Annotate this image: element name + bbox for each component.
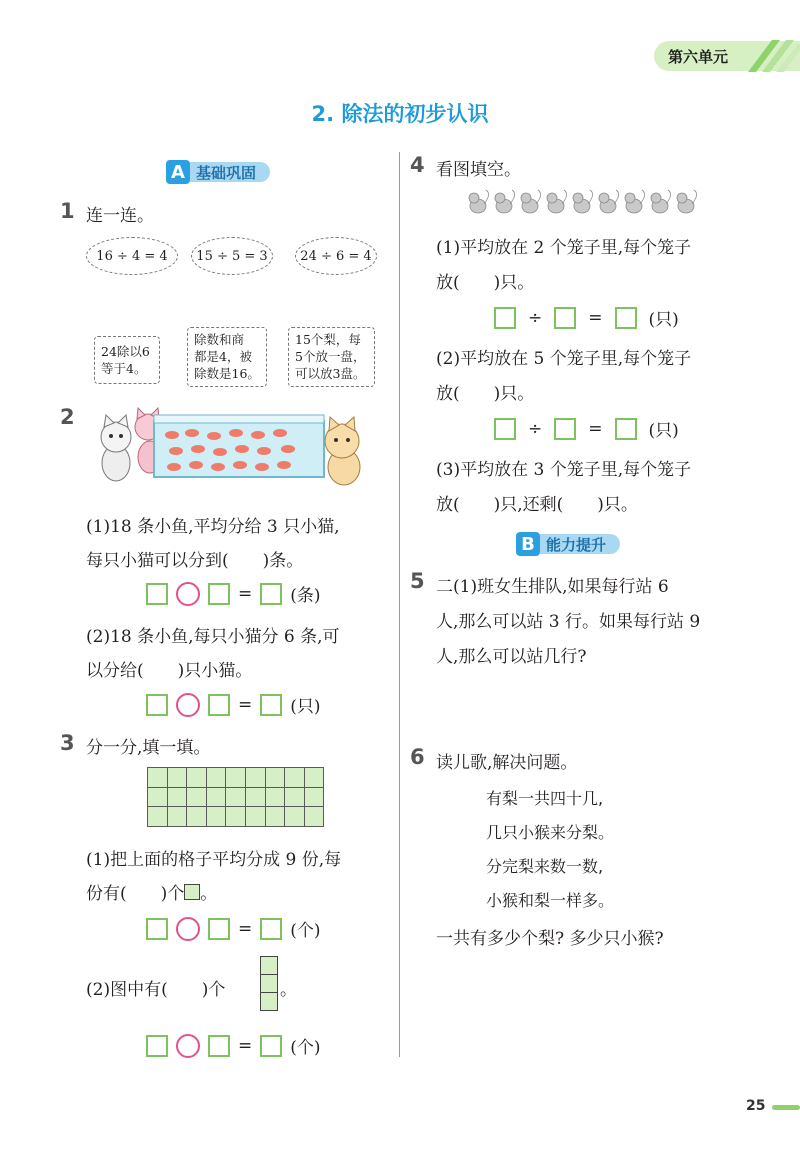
answer-box[interactable] bbox=[494, 418, 516, 440]
q2-part1-equation bbox=[146, 581, 321, 606]
cats-fish-tank-illustration bbox=[92, 405, 384, 495]
cat-icon bbox=[325, 417, 360, 485]
divide-sign: ÷ bbox=[528, 307, 543, 328]
q6-question: 一共有多少个梨? 多少只小猴? bbox=[436, 929, 664, 949]
q2-part1-line1: (1)18 条小鱼,平均分给 3 只小猫, bbox=[86, 517, 340, 537]
equation-oval: 16 ÷ 4 = 4 bbox=[86, 237, 178, 275]
answer-box[interactable] bbox=[554, 307, 576, 329]
section-a-letter: A bbox=[166, 160, 190, 184]
square-icon bbox=[184, 884, 200, 900]
answer-box[interactable] bbox=[208, 583, 230, 605]
q3-part2-period: 。 bbox=[280, 980, 297, 1000]
answer-box[interactable] bbox=[615, 307, 637, 329]
operator-circle[interactable] bbox=[176, 1034, 200, 1058]
q4-prompt: 看图填空。 bbox=[436, 160, 521, 180]
q4-part3-line2[interactable]: 放( )只,还剩( )只。 bbox=[436, 495, 638, 515]
statement-card: 24除以6 等于4。 bbox=[94, 336, 160, 384]
operator-circle[interactable] bbox=[176, 693, 200, 717]
poem-line: 分完梨来数一数, bbox=[486, 857, 604, 876]
page-bar bbox=[772, 1105, 800, 1110]
answer-box[interactable] bbox=[208, 918, 230, 940]
section-a-banner bbox=[166, 160, 270, 184]
section-b-label: 能力提升 bbox=[540, 534, 620, 554]
unit-label: (只) bbox=[648, 421, 679, 441]
q4-part1-equation bbox=[494, 305, 679, 330]
stripes-icon bbox=[738, 36, 800, 76]
answer-box[interactable] bbox=[260, 1035, 282, 1057]
section-b-banner bbox=[516, 532, 620, 556]
equals-sign: = bbox=[588, 418, 603, 439]
q5-line1: 二(1)班女生排队,如果每行站 6 bbox=[436, 577, 669, 597]
answer-box[interactable] bbox=[260, 694, 282, 716]
equals-sign: = bbox=[238, 1035, 253, 1056]
operator-circle[interactable] bbox=[176, 917, 200, 941]
answer-box[interactable] bbox=[146, 918, 168, 940]
poem-line: 几只小猴来分梨。 bbox=[486, 823, 615, 842]
unit-label: (只) bbox=[648, 310, 679, 330]
poem-line: 有梨一共四十几, bbox=[486, 789, 604, 808]
unit-label: 第六单元 bbox=[668, 48, 729, 66]
q3-part1-line1: (1)把上面的格子平均分成 9 份,每 bbox=[86, 850, 342, 870]
squares-grid bbox=[147, 767, 324, 827]
equals-sign: = bbox=[588, 307, 603, 328]
unit-label: (只) bbox=[290, 697, 321, 717]
q3-part1-line2[interactable] bbox=[86, 879, 217, 904]
unit-label: (个) bbox=[290, 1038, 321, 1058]
q5-line3: 人,那么可以站几行? bbox=[436, 647, 587, 667]
q5-line2: 人,那么可以站 3 行。如果每行站 9 bbox=[436, 612, 701, 632]
q3-part1-period: 。 bbox=[200, 884, 218, 904]
q4-part2-line1: (2)平均放在 5 个笼子里,每个笼子 bbox=[436, 349, 692, 369]
section-b-letter: B bbox=[516, 532, 540, 556]
q2-number: 2 bbox=[60, 405, 75, 429]
operator-circle[interactable] bbox=[176, 582, 200, 606]
divide-sign: ÷ bbox=[528, 418, 543, 439]
q6-prompt: 读儿歌,解决问题。 bbox=[436, 753, 578, 773]
page-number: 25 bbox=[746, 1098, 766, 1114]
answer-box[interactable] bbox=[260, 583, 282, 605]
equation-oval: 24 ÷ 6 = 4 bbox=[295, 237, 377, 275]
q3-part1-equation bbox=[146, 916, 321, 941]
unit-label: (个) bbox=[290, 921, 321, 941]
q2-part2-line2[interactable]: 以分给( )只小猫。 bbox=[86, 661, 253, 681]
q4-part1-line2[interactable]: 放( )只。 bbox=[436, 273, 535, 293]
equals-sign: = bbox=[238, 583, 253, 604]
squirrels-row-illustration bbox=[466, 188, 704, 218]
section-a-label: 基础巩固 bbox=[190, 162, 270, 182]
q2-part2-line1: (2)18 条小鱼,每只小猫分 6 条,可 bbox=[86, 627, 340, 647]
q3-part2-text[interactable]: (2)图中有( )个 bbox=[86, 980, 226, 1000]
q4-part2-line2[interactable]: 放( )只。 bbox=[436, 384, 535, 404]
equals-sign: = bbox=[238, 918, 253, 939]
unit-label: (条) bbox=[290, 586, 321, 606]
q3-prompt: 分一分,填一填。 bbox=[86, 738, 211, 758]
answer-box[interactable] bbox=[554, 418, 576, 440]
answer-box[interactable] bbox=[146, 1035, 168, 1057]
q4-number: 4 bbox=[410, 153, 425, 177]
equals-sign: = bbox=[238, 694, 253, 715]
q2-part2-equation bbox=[146, 692, 321, 717]
answer-box[interactable] bbox=[208, 1035, 230, 1057]
q3-part2-equation bbox=[146, 1033, 321, 1058]
poem-line: 小猴和梨一样多。 bbox=[486, 891, 615, 910]
q4-part1-line1: (1)平均放在 2 个笼子里,每个笼子 bbox=[436, 238, 692, 258]
answer-box[interactable] bbox=[260, 918, 282, 940]
q3-part1-text: 份有( )个 bbox=[86, 884, 185, 904]
answer-box[interactable] bbox=[146, 694, 168, 716]
q1-prompt: 连一连。 bbox=[86, 206, 154, 226]
answer-box[interactable] bbox=[494, 307, 516, 329]
answer-box[interactable] bbox=[146, 583, 168, 605]
statement-card: 除数和商 都是4，被 除数是16。 bbox=[187, 327, 267, 387]
column-divider bbox=[399, 152, 400, 1057]
three-square-column-icon bbox=[260, 956, 278, 1012]
page-title: 2. 除法的初步认识 bbox=[311, 102, 489, 126]
answer-box[interactable] bbox=[615, 418, 637, 440]
q4-part3-line1: (3)平均放在 3 个笼子里,每个笼子 bbox=[436, 460, 692, 480]
equation-oval: 15 ÷ 5 = 3 bbox=[191, 237, 273, 275]
answer-box[interactable] bbox=[208, 694, 230, 716]
q2-part1-line2[interactable]: 每只小猫可以分到( )条。 bbox=[86, 551, 304, 571]
q4-part2-equation bbox=[494, 416, 679, 441]
q5-number: 5 bbox=[410, 569, 425, 593]
q1-number: 1 bbox=[60, 199, 75, 223]
q6-number: 6 bbox=[410, 745, 425, 769]
q3-number: 3 bbox=[60, 731, 75, 755]
statement-card: 15个梨，每 5个放一盘， 可以放3盘。 bbox=[288, 327, 375, 387]
cat-icon bbox=[101, 415, 131, 481]
